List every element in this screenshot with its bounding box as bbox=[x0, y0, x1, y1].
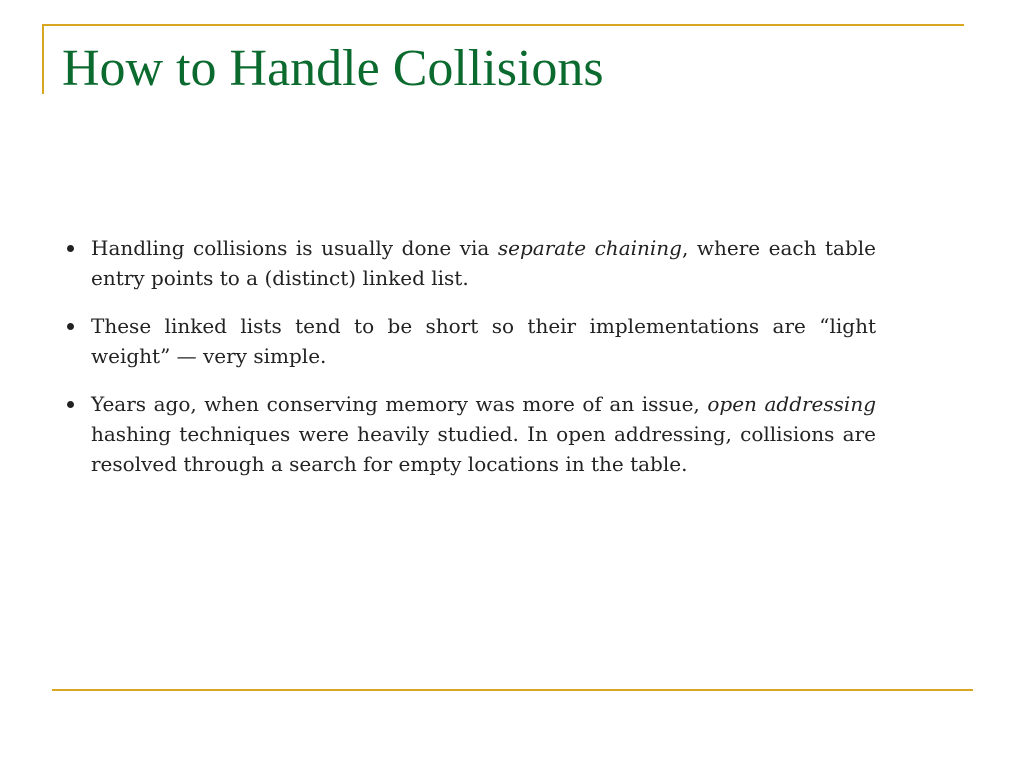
top-accent-rule bbox=[42, 24, 964, 26]
bullet-list bbox=[62, 233, 876, 497]
bullet-item-linked-lists bbox=[62, 311, 876, 371]
bottom-accent-rule bbox=[52, 689, 973, 691]
bullet-item-separate-chaining bbox=[62, 233, 876, 293]
bullet-dot-icon bbox=[67, 245, 74, 252]
slide-title: How to Handle Collisions bbox=[62, 40, 604, 97]
bullet-text-after: hashing techniques were heavily studied. In open addressing, collisions are resolved through a search for empty locations in the table. bbox=[91, 422, 876, 476]
bullet-text-before: Handling collisions is usually done via bbox=[91, 236, 498, 260]
left-accent-rule bbox=[42, 24, 44, 94]
bullet-text-before: These linked lists tend to be short so their implementations are “light weight” — very simple. bbox=[91, 314, 876, 368]
bullet-emphasis: open addressing bbox=[707, 392, 877, 416]
bullet-emphasis: separate chaining bbox=[497, 236, 682, 260]
bullet-dot-icon bbox=[67, 401, 74, 408]
bullet-text-before: Years ago, when conserving memory was more of an issue, bbox=[91, 392, 708, 416]
bullet-dot-icon bbox=[67, 323, 74, 330]
bullet-item-open-addressing bbox=[62, 389, 876, 479]
bullet-text-after: , where each table entry points to a (distinct) linked list. bbox=[91, 236, 877, 290]
